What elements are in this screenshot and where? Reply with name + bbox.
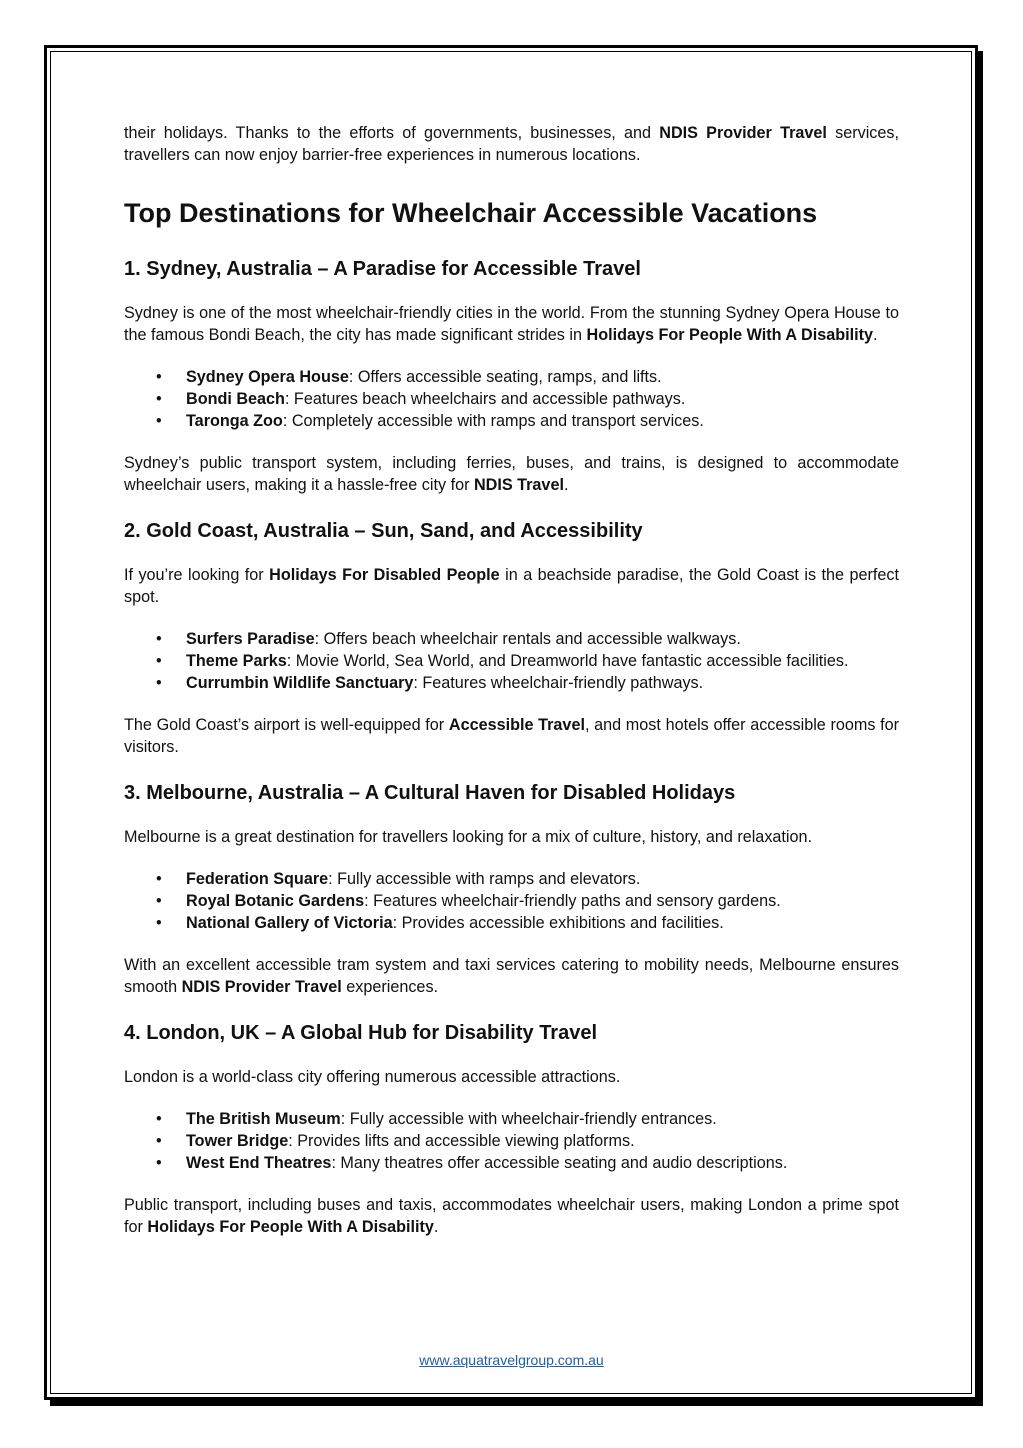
bullet-icon: • — [156, 652, 162, 670]
list-item-text: : Completely accessible with ramps and transport services. — [282, 412, 704, 430]
bullet-icon: • — [156, 674, 162, 692]
bullet-icon: • — [156, 1132, 162, 1150]
list-item-title: Currumbin Wildlife Sanctuary — [186, 674, 414, 692]
section-heading: 4. London, UK – A Global Hub for Disability Travel — [124, 1022, 598, 1044]
list-item — [124, 628, 899, 650]
paragraph-text: Sydney is one of the most wheelchair-friendly cities in the world. From the stunning Sydney Opera House to the famous Bondi Beach, the city has made significant strides in — [124, 304, 899, 344]
section-paragraph — [124, 564, 899, 608]
list-item-text: : Offers accessible seating, ramps, and lifts. — [348, 368, 662, 386]
list-item — [124, 912, 899, 934]
paragraph-bold: Holidays For People With A Disability — [147, 1218, 434, 1236]
paragraph-bold: Holidays For People With A Disability — [586, 326, 873, 344]
paragraph-tail: . — [433, 1218, 439, 1236]
list-item-title: Royal Botanic Gardens — [186, 892, 365, 910]
bullet-icon: • — [156, 1154, 162, 1172]
list-item-text: : Features beach wheelchairs and accessible pathways. — [284, 390, 686, 408]
list-item-title: West End Theatres — [186, 1154, 332, 1172]
paragraph-bold: Holidays For Disabled People — [269, 566, 500, 584]
list-item-title: Surfers Paradise — [186, 630, 315, 648]
paragraph-bold: NDIS Provider Travel — [181, 978, 342, 996]
intro-bold: NDIS Provider Travel — [659, 124, 827, 142]
paragraph-text: The Gold Coast’s airport is well-equipped for — [124, 716, 449, 734]
list-item — [124, 1130, 899, 1152]
bullet-icon: • — [156, 368, 162, 386]
bullet-icon: • — [156, 630, 162, 648]
paragraph-text: If you’re looking for — [124, 566, 270, 584]
section-paragraph — [124, 1194, 899, 1238]
page-title: Top Destinations for Wheelchair Accessible Vacations — [124, 198, 818, 228]
list-item-title: National Gallery of Victoria — [186, 914, 393, 932]
bullet-icon: • — [156, 914, 162, 932]
paragraph-tail: . — [872, 326, 878, 344]
intro-text: their holidays. Thanks to the efforts of governments, businesses, and — [124, 124, 660, 142]
paragraph-text: Melbourne is a great destination for travellers looking for a mix of culture, history, and relaxation. — [124, 828, 813, 846]
list-item-text: : Many theatres offer accessible seating and audio descriptions. — [331, 1154, 788, 1172]
list-item-title: Taronga Zoo — [186, 412, 283, 430]
section-heading: 1. Sydney, Australia – A Paradise for Accessible Travel — [124, 258, 641, 280]
list-item — [124, 1108, 899, 1130]
list-item-title: Sydney Opera House — [186, 368, 349, 386]
list-item-title: Federation Square — [186, 870, 329, 888]
list-item — [124, 868, 899, 890]
attraction-list — [124, 868, 899, 934]
section-heading: 3. Melbourne, Australia – A Cultural Haven for Disabled Holidays — [124, 782, 736, 804]
section-paragraph — [124, 954, 899, 998]
list-item-title: Bondi Beach — [186, 390, 285, 408]
list-item — [124, 890, 899, 912]
list-item — [124, 650, 899, 672]
attraction-list — [124, 1108, 899, 1174]
section-paragraph — [124, 714, 899, 758]
list-item-text: : Features wheelchair-friendly pathways. — [413, 674, 704, 692]
intro-paragraph — [124, 122, 899, 166]
paragraph-tail: in a beachside paradise, the Gold Coast is the perfect spot. — [124, 566, 899, 606]
list-item-title: Theme Parks — [186, 652, 287, 670]
attraction-list — [124, 366, 899, 432]
list-item — [124, 366, 899, 388]
list-item-text: : Provides accessible exhibitions and facilities. — [392, 914, 724, 932]
list-item-text: : Movie World, Sea World, and Dreamworld have fantastic accessible facilities. — [286, 652, 849, 670]
section-paragraph — [124, 452, 899, 496]
attraction-list — [124, 628, 899, 694]
list-item-text: : Offers beach wheelchair rentals and accessible walkways. — [314, 630, 741, 648]
section-paragraph — [124, 826, 899, 848]
paragraph-text: London is a world-class city offering numerous accessible attractions. — [124, 1068, 621, 1086]
list-item — [124, 672, 899, 694]
paragraph-tail: , and most hotels offer accessible rooms for visitors. — [124, 716, 900, 756]
list-item-title: Tower Bridge — [186, 1132, 289, 1150]
bullet-icon: • — [156, 892, 162, 910]
list-item-title: The British Museum — [186, 1110, 341, 1128]
page-border-shadow-bottom — [50, 1400, 983, 1406]
bullet-icon: • — [156, 390, 162, 408]
paragraph-tail: experiences. — [341, 978, 439, 996]
paragraph-text: With an excellent accessible tram system and taxi services catering to mobility needs, Melbourne ensures smooth — [124, 956, 899, 996]
paragraph-text: Public transport, including buses and taxis, accommodates wheelchair users, making London a prime spot for — [124, 1196, 899, 1236]
intro-text-end: services, travellers can now enjoy barrier-free experiences in numerous locations. — [124, 124, 899, 164]
list-item — [124, 410, 899, 432]
list-item — [124, 1152, 899, 1174]
page-border-shadow-right — [978, 51, 983, 1406]
paragraph-bold: NDIS Travel — [473, 476, 564, 494]
document-body — [124, 122, 899, 1238]
bullet-icon: • — [156, 870, 162, 888]
list-item-text: : Fully accessible with wheelchair-friendly entrances. — [340, 1110, 717, 1128]
section-paragraph — [124, 1066, 899, 1088]
section-heading: 2. Gold Coast, Australia – Sun, Sand, and Accessibility — [124, 520, 643, 542]
list-item-text: : Fully accessible with ramps and elevators. — [328, 870, 641, 888]
paragraph-bold: Accessible Travel — [448, 716, 585, 734]
list-item — [124, 388, 899, 410]
list-item-text: : Provides lifts and accessible viewing platforms. — [288, 1132, 635, 1150]
list-item-text: : Features wheelchair-friendly paths and sensory gardens. — [364, 892, 781, 910]
bullet-icon: • — [156, 412, 162, 430]
paragraph-tail: . — [563, 476, 569, 494]
section-paragraph — [124, 302, 899, 346]
bullet-icon: • — [156, 1110, 162, 1128]
footer-website-link[interactable]: www.aquatravelgroup.com.au — [419, 1352, 604, 1368]
paragraph-text: Sydney’s public transport system, including ferries, buses, and trains, is designed to accommodate wheelchair users, making it a hassle-free city for — [124, 454, 899, 494]
